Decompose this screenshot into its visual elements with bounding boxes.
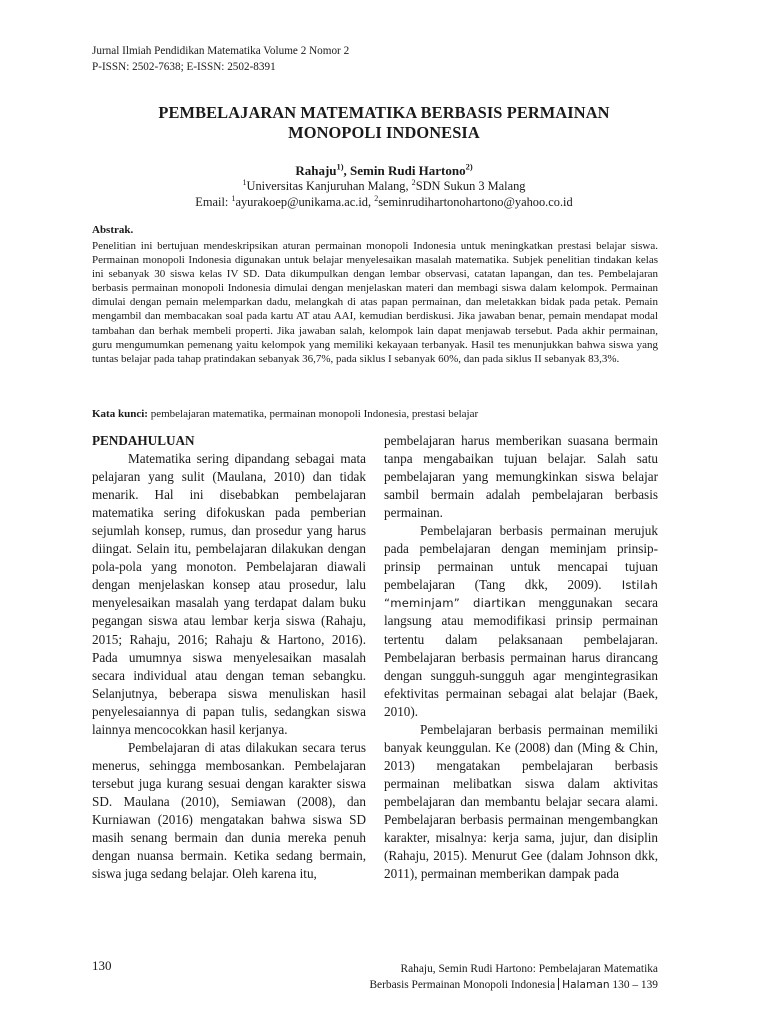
email-line [60,195,708,211]
email-2: seminrudihartonohartono@yahoo.co.id [378,194,573,209]
footer-citation [238,961,658,993]
right-paragraph-2 [384,522,658,721]
issn-line: P-ISSN: 2502-7638; E-ISSN: 2502-8391 [92,61,276,73]
right-paragraph-2-start: Pembelajaran berbasis permainan merujuk pada pembelajaran dengan meminjam prinsip-prinsip permainan untuk mencapai tujuan pembelajaran (Tang dkk, 2009). [384,523,658,593]
left-column [92,432,366,883]
citation-title-part: Berbasis Permainan Monopoli Indonesia [369,979,556,991]
email-marker-2: 2 [374,193,379,203]
journal-name: Jurnal Ilmiah Pendidikan Matematika Volume 2 Nomor 2 [92,45,350,57]
email-marker-1: 1 [231,193,236,203]
citation-halaman-label: Halaman [562,979,610,991]
keywords-text: pembelajaran matematika, permainan monopoli Indonesia, prestasi belajar [147,408,479,420]
citation-divider [558,978,559,990]
right-paragraph-1: pembelajaran harus memberikan suasana bermain tanpa mengabaikan tujuan belajar. Salah satu pembelajaran yang memungkinkan siswa belajar sambil bermain adalah pembelajaran berbasis permainan. [384,433,658,521]
email-prefix: Email: [195,194,232,209]
abstract-text: Penelitian ini bertujuan mendeskripsikan aturan permainan monopoli Indonesia untuk meningkatkan prestasi belajar siswa. Permainan monopoli Indonesia digunakan untuk belajar menyelesaikan masalah matematika. Subjek penelitian tindakan kelas ini sebanyak 30 siswa kelas IV SD. Data dikumpulkan dengan lembar observasi, catatan lapangan, dan tes. Pembelajaran berbasis permainan monopoli Indonesia dimulai dengan menjelaskan materi dan membagi siswa dalam kelompok. Permainan dimulai dengan pemain melemparkan dadu, melangkah di atas papan permainan, dan meletakkan bidak pada petak. Pemain mengambil dan membacakan soal pada kartu AT atau AAI, kemudian berdiskusi. Jika jawaban benar, pemain mendapat modal tambahan dan berhak membeli properti. Jika jawaban salah, kelompok lain dapat menjawab tersebut. Pada akhir permainan, guru mengumumkan pemenang yaitu kelompok yang memiliki kekayaan terbanyak. Hasil tes menunjukkan bahwa siswa yang tuntas belajar pada tahap pratindakan sebanyak 36,7%, pada siklus I sebanyak 60%, dan pada siklus II sebanyak 83,3%. [92,240,658,365]
abstract-body [92,239,658,366]
author-1: Rahaju [295,163,337,178]
paper-title [60,103,708,143]
institution-2: SDN Sukun 3 Malang [415,179,526,193]
title-line-2: MONOPOLI INDONESIA [288,123,480,142]
affiliation-block [60,179,708,210]
institution-1: Universitas Kanjuruhan Malang, [246,179,412,193]
page-number: 130 [92,958,112,973]
right-column [384,432,658,883]
author-2: Semin Rudi Hartono [350,163,466,178]
affil-marker-2: 2 [411,177,416,187]
author-2-marker: 2) [465,161,473,172]
left-paragraph-1: Matematika sering dipandang sebagai mata pelajaran yang sulit (Maulana, 2010) dan tidak menarik. Hal ini disebabkan pembelajaran matematika sering difokuskan pada pemberian sejumlah konsep, rumus, dan prosedur yang harus diingat. Selain itu, pembelajaran dilakukan dengan pola-pola yang monoton. Pembelajaran diawali dengan menjelaskan konsep atau prosedur, lalu menyelesaikan masalah yang terdapat dalam buku pegangan siswa atau lembar kerja siswa (Rahaju, 2015; Rahaju, 2016; Rahaju & Hartono, 2016). Pada umumnya siswa menyelesaikan masalah secara individual atau dengan teman sebangku. Selanjutnya, beberapa siswa menuliskan hasil penyelesaiannya di papan tulis, sedangkan siswa lainnya mencocokkan hasil kerjanya. [92,451,366,737]
abstract-heading: Abstrak. [92,224,134,236]
title-line-1: PEMBELAJARAN MATEMATIKA BERBASIS PERMAINAN [158,103,610,122]
email-1: ayurakoep@unikama.ac.id, [235,194,375,209]
section-heading: PENDAHULUAN [92,433,195,448]
citation-line-1: Rahaju, Semin Rudi Hartono: Pembelajaran Matematika [400,963,658,975]
right-paragraph-2-end: menggunakan secara langsung atau memodifikasi prinsip permainan tertentu dalam pelaksanaan pembelajaran. Pembelajaran berbasis permainan harus dirancang dengan sungguh-sungguh agar mengintegrasikan efektivitas permainan sebagai alat belajar (Baek, 2010). [384,595,658,719]
citation-page-range: 130 – 139 [609,979,658,991]
keywords-label: Kata kunci: [92,408,148,420]
author-line [60,162,708,179]
left-paragraph-2: Pembelajaran di atas dilakukan secara terus menerus, sehingga membosankan. Pembelajaran tersebut juga kurang sesuai dengan karakter siswa SD. Maulana (2010), Semiawan (2008), dan Kurniawan (2016) mengatakan bahwa siswa SD masih senang bermain dan dunia mereka penuh dengan nuansa bermain. Ketika sedang bermain, siswa juga sedang belajar. Oleh karena itu, [92,739,366,882]
author-1-marker: 1) [336,161,344,172]
author-separator: , [343,163,351,178]
keywords-line [92,407,658,421]
journal-header [92,43,349,75]
affil-marker-1: 1 [242,177,247,187]
affiliation-line [60,179,708,195]
right-paragraph-2-odd-font: Istilah “meminjam” diartikan [384,578,658,611]
citation-line-2 [238,977,658,993]
right-paragraph-3: Pembelajaran berbasis permainan memiliki banyak keunggulan. Ke (2008) dan (Ming & Chin, 2013) mengatakan pembelajaran berbasis permainan melibatkan siswa dalam aktivitas pembelajaran dan membantu belajar secara alami. Pembelajaran berbasis permainan mengembangkan karakter, misalnya: kerja sama, jujur, dan disiplin (Rahaju, 2015). Menurut Gee (dalam Johnson dkk, 2011), permainan memberikan dampak pada [384,721,658,882]
